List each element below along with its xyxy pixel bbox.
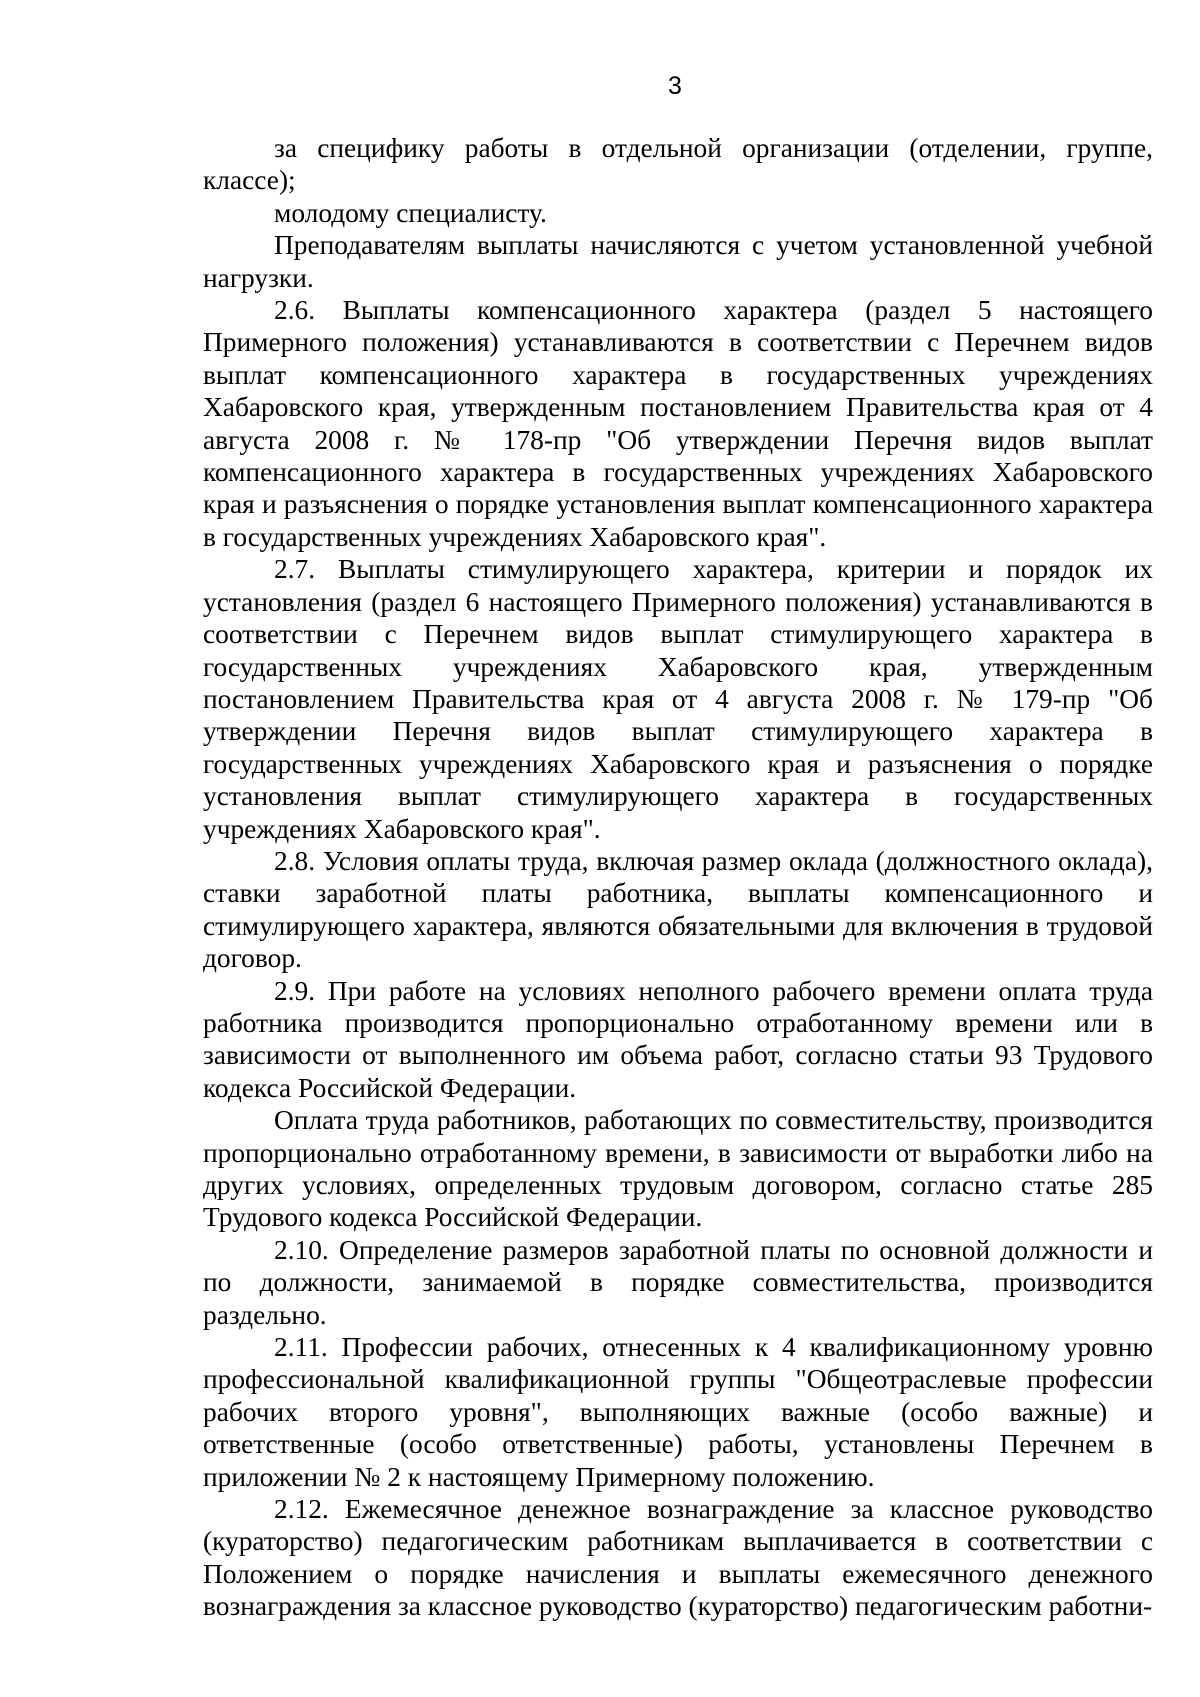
paragraph-teachers-load: Преподавателям выплаты начисляются с учетом установленной учебной нагрузки. [203, 230, 1153, 293]
paragraph-specifics: за специфику работы в отдельной организации (отделении, группе, классе); [203, 133, 1153, 196]
paragraph-2-7: 2.7. Выплаты стимулирующего характера, критерии и порядок их установления (раздел 6 настоящего Примерного положения) устанавливаются в соответствии с Перечнем видов выплат стимулирующего характера в государственных учреждениях Хабаровского края, утвержденным постановлением Правительства края от 4 августа 2008 г. № 179-пр "Об утверждении Перечня видов выплат стимулирующего характера в государственных учреждениях Хабаровского края и разъяснения о порядке установления выплат стимулирующего характера в государственных учреждениях Хабаровского края". [203, 554, 1153, 844]
paragraph-2-12: 2.12. Ежемесячное денежное вознаграждение за классное руководство (кураторство) педагогическим работникам выплачивается в соответствии с Положением о порядке начисления и выплаты ежемесячного денежного вознаграждения за классное руководство (кураторство) педагогическим работни- [203, 1494, 1153, 1622]
page-number: 3 [668, 72, 682, 100]
paragraph-part-time: Оплата труда работников, работающих по совместительству, производится пропорционально отработанному времени, в зависимости от выработки либо на других условиях, определенных трудовым договором, согласно статье 285 Трудового кодекса Российской Федерации. [203, 1105, 1153, 1233]
paragraph-2-10: 2.10. Определение размеров заработной платы по основной должности и по должности, занимаемой в порядке совместительства, производится раздельно. [203, 1234, 1153, 1330]
paragraph-young-specialist: молодому специалисту. [274, 197, 547, 228]
paragraph-2-9: 2.9. При работе на условиях неполного рабочего времени оплата труда работника производится пропорционально отработанному времени или в зависимости от выполненного им объема работ, согласно статьи 93 Трудового кодекса Российской Федерации. [203, 975, 1153, 1103]
document-body [203, 132, 1153, 1623]
paragraph-2-11: 2.11. Профессии рабочих, отнесенных к 4 квалификационному уровню профессиональной квалификационной группы "Общеотраслевые профессии рабочих второго уровня", выполняющих важные (особо важные) и ответственные (особо ответственные) работы, установлены Перечнем в приложении № 2 к настоящему Примерному положению. [203, 1332, 1153, 1492]
paragraph-2-8: 2.8. Условия оплаты труда, включая размер оклада (должностного оклада), ставки заработной платы работника, выплаты компенсационного и стимулирующего характера, являются обязательными для включения в трудовой договор. [203, 845, 1153, 974]
paragraph-2-6: 2.6. Выплаты компенсационного характера (раздел 5 настоящего Примерного положения) устанавливаются в соответствии с Перечнем видов выплат компенсационного характера в государственных учреждениях Хабаровского края, утвержденным постановлением Правительства края от 4 августа 2008 г. № 178-пр "Об утверждении Перечня видов выплат компенсационного характера в государственных учреждениях Хабаровского края и разъяснения о порядке установления выплат компенсационного характера в государственных учреждениях Хабаровского края". [203, 295, 1153, 552]
